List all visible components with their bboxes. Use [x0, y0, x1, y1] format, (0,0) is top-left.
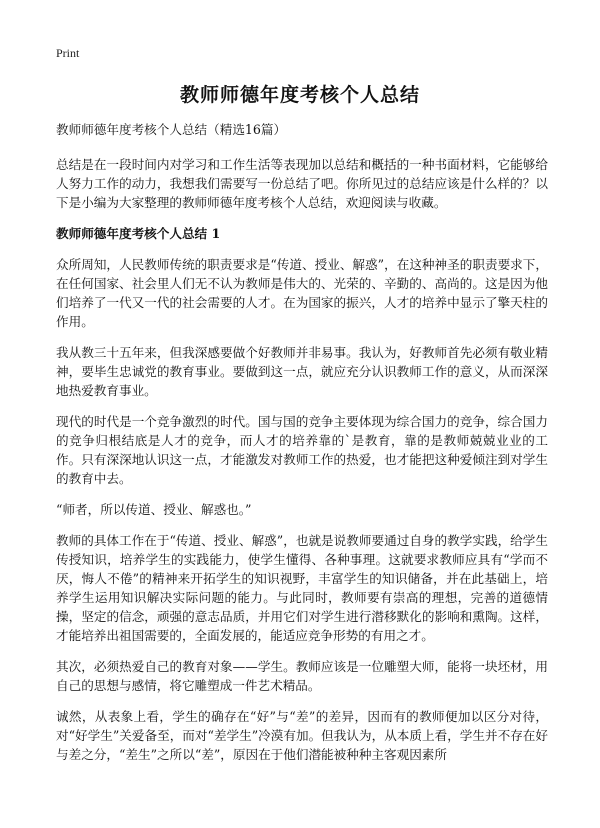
body-paragraph-1: 众所周知，人民教师传统的职责要求是“传道、授业、解惑”，在这种神圣的职责要求下，在任何国家、社会里人们无不认为教师是伟大的、光荣的、辛勤的、高尚的。这是因为他们培养了一代又一代的社会需要的人才。在为国家的振兴，人才的培养中显示了擎天柱的作用。	[56, 257, 548, 329]
intro-paragraph: 总结是在一段时间内对学习和工作生活等表现加以总结和概括的一种书面材料，它能够给人努力工作的动力，我想我们需要写一份总结了吧。你所见过的总结应该是什么样的？以下是小编为大家整理的教师师德年度考核个人总结，欢迎阅读与收藏。	[56, 157, 548, 210]
body-paragraph-6: 其次，必须热爱自己的教育对象——学生。教师应该是一位雕塑大师，能将一块坯材，用自己的思想与感情，将它雕塑成一件艺术精品。	[56, 659, 548, 693]
document-body	[56, 120, 548, 776]
print-link[interactable]: Print	[56, 46, 80, 60]
body-paragraph-5: 教师的具体工作在于“传道、授业、解惑”，也就是说教师要通过自身的教学实践，给学生传授知识，培养学生的实践能力，使学生懂得、各种事理。这就要求教师应具有“学而不厌，悔人不倦”的精神来开拓学生的知识视野，丰富学生的知识储备，并在此基础上，培养学生运用知识解决实际问题的能力。与此同时，教师要有崇高的理想，完善的道德情操，坚定的信念，顽强的意志品质，并用它们对学生进行潜移默化的影响和熏陶。这样，才能培养出祖国需要的，全面发展的，能适应竞争形势的有用之才。	[56, 533, 548, 643]
body-paragraph-7: 诚然，从表象上看，学生的确存在“好”与“差”的差异，因而有的教师便加以区分对待，对“好学生”关爱备至，而对“差学生”冷漠有加。但我认为，从本质上看，学生并不存在好与差之分，“差生”之所以“差”，原因在于他们潜能被种种主客观因素所	[56, 709, 548, 762]
document-subtitle: 教师师德年度考核个人总结（精选16篇）	[56, 122, 287, 137]
body-paragraph-quote: “师者，所以传道、授业、解惑也。”	[56, 502, 252, 517]
body-paragraph-2: 我从教三十五年来，但我深感要做个好教师并非易事。我认为，好教师首先必须有敬业精神，要毕生忠诚党的教育事业。要做到这一点，就应充分认识教师工作的意义，从而深深地热爱教育事业。	[56, 345, 548, 398]
body-paragraph-3: 现代的时代是一个竞争激烈的时代。国与国的竞争主要体现为综合国力的竞争，综合国力的竞争归根结底是人才的竞争，而人才的培养靠的`是教育，靠的是教师兢兢业业的工作。只有深深地认识这一点，才能激发对教师工作的热爱，也才能把这种爱倾注到对学生的教育中去。	[56, 414, 548, 486]
section-heading: 教师师德年度考核个人总结 1	[56, 226, 221, 241]
document-title: 教师师德年度考核个人总结	[179, 84, 420, 106]
